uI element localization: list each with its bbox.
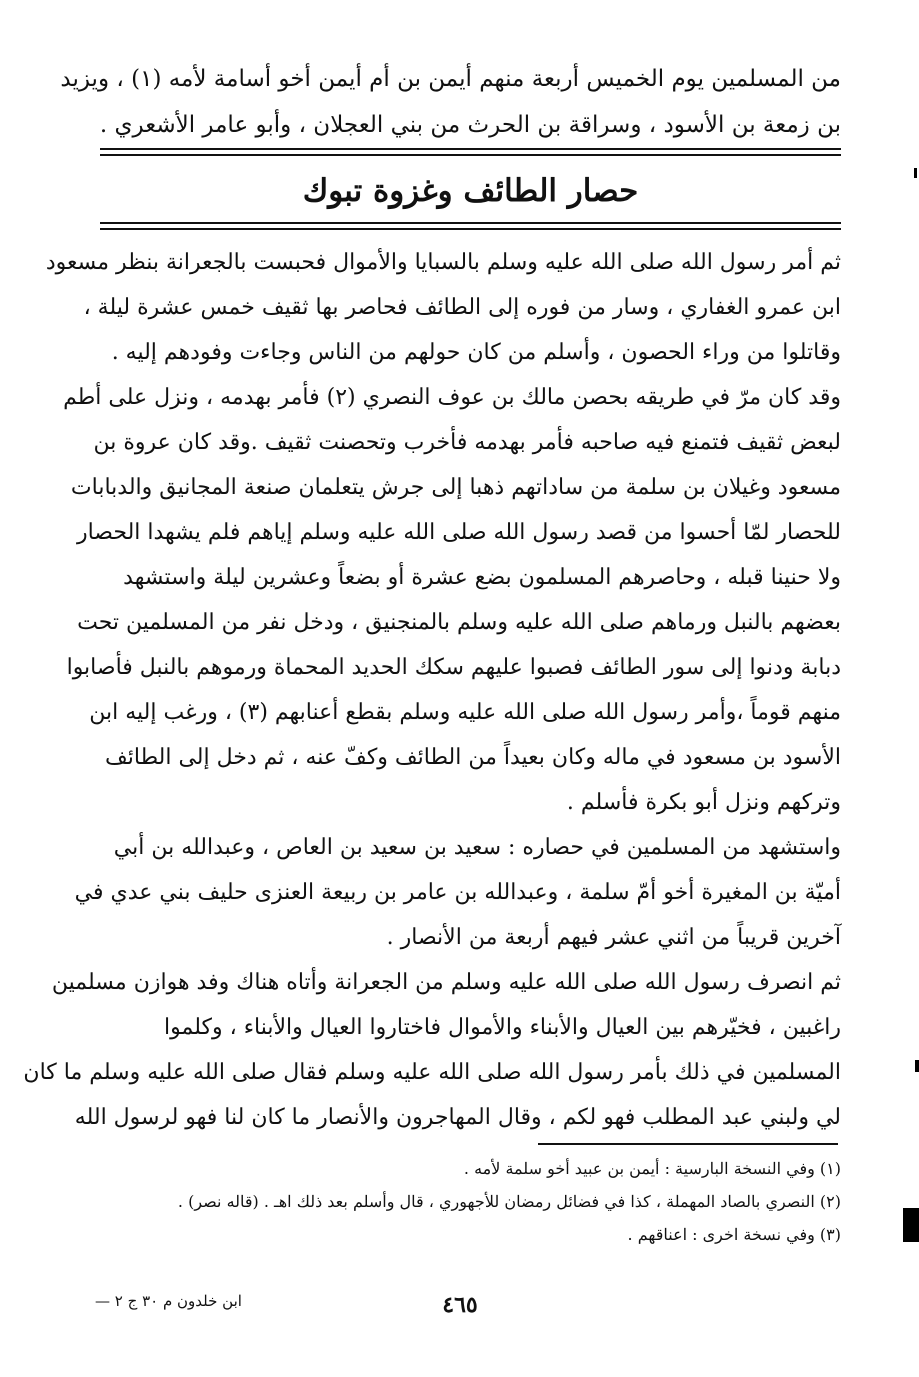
text-line: من المسلمين يوم الخميس أربعة منهم أيمن بن أم أيمن أخو أسامة لأمه (١) ، ويزيد — [60, 66, 841, 92]
text-line: مسعود وغيلان بن سلمة من ساداتهم ذهبا إلى جرش يتعلمان صنعة المجانيق والدبابات — [70, 475, 841, 500]
footnotes — [100, 1152, 841, 1251]
text-line: واستشهد من المسلمين في حصاره : سعيد بن سعيد بن العاص ، وعبدالله بن أبي — [113, 835, 841, 860]
text-line: آخرين قريباً من اثني عشر فيهم أربعة من الأنصار . — [386, 925, 841, 950]
section-rule-bottom — [100, 222, 841, 224]
text-line: راغبين ، فخيّرهم بين العيال والأبناء والأموال فاختاروا العيال والأبناء ، وكلموا — [164, 1015, 841, 1040]
text-line: الأسود بن مسعود في ماله وكان بعيداً من الطائف وكفّ عنه ، ثم دخل إلى الطائف — [104, 745, 841, 770]
text-line: ابن عمرو الغفاري ، وسار من فوره إلى الطائف فحاصر بها ثقيف خمس عشرة ليلة ، — [83, 295, 841, 320]
section-rule-top-double — [100, 154, 841, 156]
scan-edge-mark — [915, 1060, 919, 1072]
text-line: دبابة ودنوا إلى سور الطائف فصبوا عليهم سكك الحديد المحماة ورموهم بالنبل فأصابوا — [66, 655, 841, 680]
text-line: ثم أمر رسول الله صلى الله عليه وسلم بالسبايا والأموال فحبست بالجعرانة بنظر مسعود — [45, 250, 841, 275]
section-rule-top — [100, 148, 841, 150]
footnote-1: (١) وفي النسخة البارسية : أيمن بن عبيد أخو سلمة لأمه . — [463, 1159, 841, 1178]
text-line: وقاتلوا من وراء الحصون ، وأسلم من كان حولهم من الناس وجاءت وفودهم إليه . — [111, 340, 841, 365]
footnote-2: (٢) النصري بالصاد المهملة ، كذا في فضائل رمضان للأجهوري ، قال وأسلم بعد ذلك اهـ . (قاله نصر) . — [177, 1192, 841, 1211]
text-line: لبعض ثقيف فتمنع فيه صاحبه فأمر بهدمه فأخرب وتحصنت ثقيف .وقد كان عروة بن — [93, 430, 841, 455]
text-line: لي ولبني عبد المطلب فهو لكم ، وقال المهاجرون والأنصار ما كان لنا فهو لرسول الله — [74, 1105, 841, 1130]
text-line: وتركهم ونزل أبو بكرة فأسلم . — [566, 790, 841, 815]
printer-signature: ابن خلدون م ٣٠ ج ٢ — — [95, 1292, 242, 1310]
section-rule-bottom-double — [100, 228, 841, 230]
text-line: للحصار لمّا أحسوا من قصد رسول الله صلى الله عليه وسلم إياهم فلم يشهدا الحصار — [76, 520, 841, 545]
footnote-3: (٣) وفي نسخة اخرى : اعناقهم . — [627, 1225, 841, 1244]
body-text — [23, 240, 841, 1140]
page-number: ٤٦٥ — [442, 1292, 478, 1318]
text-line: أميّة بن المغيرة أخو أمّ سلمة ، وعبدالله بن عامر بن ربيعة العنزى حليف بني عدي في — [74, 880, 841, 905]
text-line: وقد كان مرّ في طريقه بحصن مالك بن عوف النصري (٢) فأمر بهدمه ، ونزل على أطم — [63, 385, 841, 410]
section-heading: حصار الطائف وغزوة تبوك — [302, 173, 639, 209]
text-line: بن زمعة بن الأسود ، وسراقة بن الحرث من بني العجلان ، وأبو عامر الأشعري . — [99, 112, 841, 138]
text-line: ثم انصرف رسول الله صلى الله عليه وسلم من الجعرانة وأتاه هناك وفد هوازن مسلمين — [51, 970, 841, 995]
text-line: المسلمين في ذلك بأمر رسول الله صلى الله عليه وسلم فقال صلى الله عليه وسلم ما كان — [23, 1060, 841, 1085]
text-line: ولا حنينا قبله ، وحاصرهم المسلمون بضع عشرة أو بضعاً وعشرين ليلة واستشهد — [123, 565, 841, 590]
scan-edge-mark — [914, 168, 917, 178]
continued-paragraph — [60, 56, 841, 148]
text-line: بعضهم بالنبل ورماهم صلى الله عليه وسلم بالمنجنيق ، ودخل نفر من المسلمين تحت — [77, 610, 841, 635]
text-line: منهم قوماً ،وأمر رسول الله صلى الله عليه وسلم بقطع أعنابهم (٣) ، ورغب إليه ابن — [89, 700, 841, 725]
footnote-rule — [538, 1143, 838, 1145]
scan-edge-mark — [903, 1208, 919, 1242]
